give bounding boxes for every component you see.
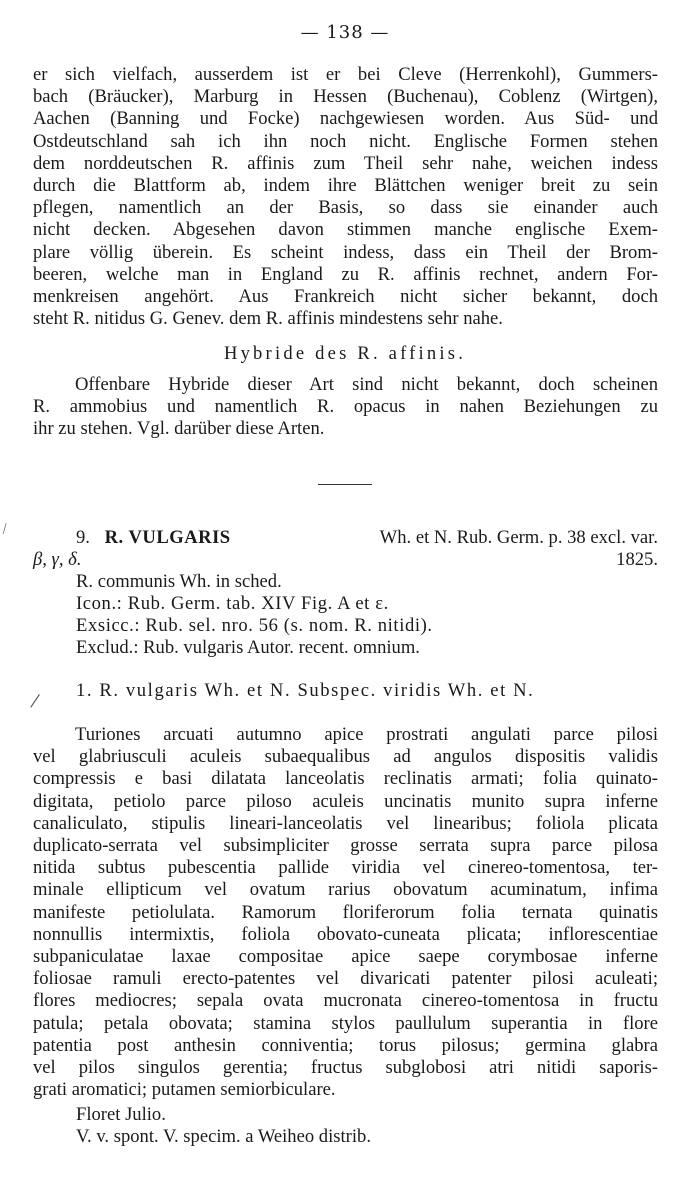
species-citation: Wh. et N. Rub. Germ. p. 38 excl. var.: [379, 527, 658, 548]
text-line: er sich vielfach, ausserdem ist er bei Cleve (Herrenkohl), Gummers-: [33, 64, 658, 85]
text-line: beeren, welche man in England zu R. affinis rechnet, andern For-: [33, 263, 658, 285]
margin-pencil-mark-2: /: [28, 687, 42, 714]
hybrid-paragraph: [33, 374, 658, 441]
description-paragraph: [33, 724, 658, 1101]
text-line: nonnullis intermixtis, foliola obovato-cuneata plicata; inflorescentiae: [33, 923, 658, 945]
specimen-note: V. v. spont. V. specim. a Weiheo distrib.: [76, 1126, 371, 1147]
species-number: 9.: [76, 527, 90, 548]
species-entry-varieties-line: [33, 549, 658, 571]
text-line: manifeste petiolulata. Ramorum floriferorum folia ternata quinatis: [33, 901, 658, 923]
species-year: 1825.: [616, 549, 658, 570]
species-icon: Icon.: Rub. Germ. tab. XIV Fig. A et ε.: [76, 593, 389, 614]
text-line: steht R. nitidus G. Genev. dem R. affinis mindestens sehr nahe.: [33, 308, 503, 330]
text-line: plare völlig überein. Es scheint indess, dass ein Theil der Brom-: [33, 241, 658, 263]
species-entry-header: [76, 527, 658, 549]
text-line: nicht decken. Abgesehen davon stimmen manche englische Exem-: [33, 219, 658, 241]
text-line: grati aromatici; putamen semiorbiculare.: [33, 1079, 336, 1101]
section-divider: [318, 484, 372, 485]
hybrid-heading: Hybride des R. affinis.: [223, 343, 467, 364]
text-line: canaliculato, stipulis lineari-lanceolatis vel linearibus; foliola plicata: [33, 812, 658, 834]
text-line: digitata, petiolo parce piloso aculeis uncinatis munito supra inferne: [33, 790, 658, 812]
text-line: Offenbare Hybride dieser Art sind nicht bekannt, doch scheinen: [75, 374, 658, 395]
text-line: menkreisen angehört. Aus Frankreich nicht sicher bekannt, doch: [33, 286, 658, 308]
page-number: — 138 —: [300, 22, 390, 43]
text-line: ihr zu stehen. Vgl. darüber diese Arten.: [33, 418, 325, 440]
species-exsiccata: Exsicc.: Rub. sel. nro. 56 (s. nom. R. nitidi).: [76, 615, 433, 636]
text-line: Ostdeutschland sah ich ihn noch nicht. Englische Formen stehen: [33, 130, 658, 152]
text-line: vel glabriusculi aculeis subaequalibus ad angulos dispositis validis: [33, 746, 658, 768]
text-line: R. ammobius und namentlich R. opacus in nahen Beziehungen zu: [33, 396, 658, 418]
text-line: bach (Bräucker), Marburg in Hessen (Buchenau), Coblenz (Wirtgen),: [33, 86, 658, 108]
text-line: flores mediocres; sepala ovata mucronata cinereo-tomentosa in fructu: [33, 990, 658, 1012]
text-line: subpaniculatae laxae compositae apice saepe corymbosae inferne: [33, 946, 658, 968]
text-line: foliosae ramuli erecto-patentes vel divaricati patenter pilosi aculeati;: [33, 968, 658, 990]
text-line: dem norddeutschen R. affinis zum Theil sehr nahe, weichen indess: [33, 152, 658, 174]
intro-paragraph: [33, 64, 658, 330]
text-line: compressis e basi dilatata lanceolatis reclinatis armati; folia quinato-: [33, 768, 658, 790]
text-line: pflegen, namentlich an der Basis, so dass sie einander auch: [33, 197, 658, 219]
species-name: R. VULGARIS: [104, 527, 231, 548]
text-line: Aachen (Banning und Focke) nachgewiesen worden. Aus Süd- und: [33, 108, 658, 130]
text-line: nitida subtus pubescentia pallide viridia vel cinereo-tomentosa, ter-: [33, 857, 658, 879]
text-line: vel pilos singulos gerentia; fructus subglobosi atri nitidi saporis-: [33, 1057, 658, 1079]
text-line: durch die Blattform ab, indem ihre Blättchen weniger breit zu sein: [33, 175, 658, 197]
text-line: patula; petala obovata; stamina stylos paullulum superantia in flore: [33, 1012, 658, 1034]
text-line: minale ellipticum vel ovatum rarius obovatum acuminatum, infima: [33, 879, 658, 901]
flowering-time: Floret Julio.: [76, 1104, 166, 1125]
species-varieties: β, γ, δ.: [33, 549, 82, 570]
subspecies-heading: 1. R. vulgaris Wh. et N. Subspec. viridis Wh. et N.: [76, 680, 535, 701]
margin-pencil-mark: ⁄: [1, 522, 9, 537]
species-synonym: R. communis Wh. in sched.: [76, 571, 282, 592]
text-line: patentia post anthesin conniventia; torus pilosus; germina glabra: [33, 1034, 658, 1056]
species-excluded: Exclud.: Rub. vulgaris Autor. recent. omnium.: [76, 637, 420, 658]
text-line: duplicato-serrata vel subsimpliciter grosse serrata supra parce pilosa: [33, 835, 658, 857]
text-line: Turiones arcuati autumno apice prostrati angulati parce pilosi: [75, 724, 658, 745]
